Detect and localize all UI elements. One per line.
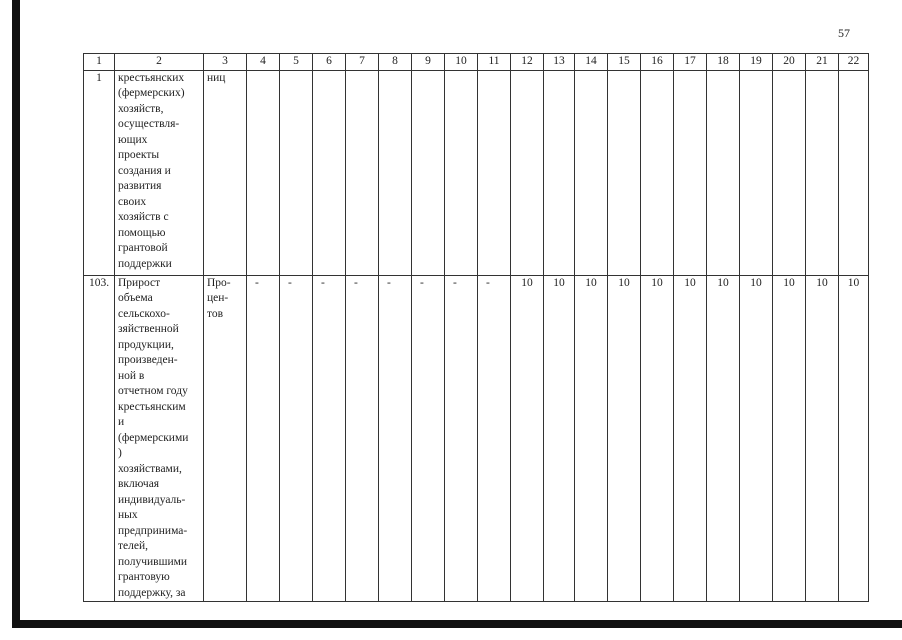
- unit-line: ниц: [207, 71, 226, 84]
- column-number-cell: 16: [641, 54, 674, 71]
- value-cell: [346, 70, 379, 275]
- value-cell: [806, 70, 839, 275]
- value-cell: [575, 70, 608, 275]
- column-number-cell: 7: [346, 54, 379, 71]
- value-cell: -: [247, 275, 280, 602]
- value-cell: [773, 70, 806, 275]
- value-cell: [478, 70, 511, 275]
- indicator-name-line: грантовую: [118, 571, 170, 583]
- indicator-name-line: ных: [118, 509, 138, 521]
- value-cell: -: [313, 275, 346, 602]
- value-cell: -: [478, 275, 511, 602]
- scan-edge-left: [12, 0, 20, 628]
- value-cell: 10: [740, 275, 773, 602]
- indicator-name-line: сельскохо-: [118, 307, 170, 320]
- indicator-name-line: поддержки: [118, 257, 172, 270]
- value-cell: [674, 70, 707, 275]
- value-cell: [740, 70, 773, 275]
- indicator-name-line: продукции,: [118, 338, 174, 351]
- indicator-name-line: (фермерскими: [118, 431, 189, 444]
- column-number-cell: 19: [740, 54, 773, 71]
- table-row: [84, 275, 869, 602]
- indicator-name-line: получившими: [118, 555, 188, 568]
- value-cell: -: [412, 275, 445, 602]
- indicator-name-line: грантовой: [118, 242, 168, 254]
- column-number-cell: 17: [674, 54, 707, 71]
- indicator-name-line: индивидуаль-: [118, 493, 186, 506]
- indicator-name-line: хозяйствами,: [118, 462, 182, 475]
- value-cell: 10: [806, 275, 839, 602]
- indicator-name-line: Прирост: [118, 276, 161, 289]
- value-cell: 10: [641, 275, 674, 602]
- value-cell: [544, 70, 575, 275]
- value-cell: [608, 70, 641, 275]
- value-cell: [641, 70, 674, 275]
- unit-cell: [204, 70, 247, 275]
- indicator-name-cell: [115, 275, 204, 602]
- indicator-name-line: ): [118, 447, 122, 459]
- value-cell: [511, 70, 544, 275]
- column-number-cell: 3: [204, 54, 247, 71]
- column-number-cell: 12: [511, 54, 544, 71]
- indicator-name-line: создания и: [118, 164, 171, 177]
- indicator-table: [83, 53, 869, 602]
- indicator-name-line: ющих: [118, 133, 148, 146]
- value-cell: 10: [575, 275, 608, 602]
- indicator-name-line: отчетном году: [118, 385, 188, 397]
- indicator-name-line: развития: [118, 180, 162, 192]
- column-number-cell: 8: [379, 54, 412, 71]
- page-number: 57: [838, 26, 850, 40]
- indicator-name-line: поддержку, за: [118, 586, 186, 599]
- indicator-name-line: помощью: [118, 226, 166, 239]
- column-number-cell: 5: [280, 54, 313, 71]
- value-cell: -: [346, 275, 379, 602]
- value-cell: 10: [707, 275, 740, 602]
- indicator-name-line: хозяйств,: [118, 102, 164, 115]
- indicator-name-line: объема: [118, 292, 153, 304]
- value-cell: -: [280, 275, 313, 602]
- column-number-cell: 15: [608, 54, 641, 71]
- indicator-name-line: крестьянским: [118, 400, 186, 413]
- column-number-cell: 20: [773, 54, 806, 71]
- value-cell: [313, 70, 346, 275]
- unit-line: тов: [207, 307, 224, 320]
- indicator-name-line: произведен-: [118, 354, 178, 366]
- value-cell: [247, 70, 280, 275]
- column-number-cell: 22: [839, 54, 869, 71]
- row-number-cell: 103.: [84, 275, 115, 602]
- column-number-cell: 10: [445, 54, 478, 71]
- indicator-name-line: предпринима-: [118, 524, 188, 537]
- value-cell: -: [379, 275, 412, 602]
- unit-line: цен-: [207, 292, 229, 304]
- column-number-cell: 21: [806, 54, 839, 71]
- value-cell: -: [445, 275, 478, 602]
- row-number-cell: 1: [84, 70, 115, 275]
- table-row: [84, 70, 869, 275]
- unit-cell: [204, 275, 247, 602]
- value-cell: 10: [511, 275, 544, 602]
- column-number-cell: 18: [707, 54, 740, 71]
- value-cell: [839, 70, 869, 275]
- value-cell: [707, 70, 740, 275]
- value-cell: 10: [773, 275, 806, 602]
- indicator-name-line: своих: [118, 195, 147, 208]
- value-cell: 10: [674, 275, 707, 602]
- indicator-name-cell: [115, 70, 204, 275]
- column-number-cell: 1: [84, 54, 115, 71]
- indicator-name-line: ной в: [118, 369, 145, 382]
- indicator-name-line: крестьянских: [118, 71, 185, 84]
- column-number-cell: 13: [544, 54, 575, 71]
- column-number-cell: 6: [313, 54, 346, 71]
- column-number-cell: 9: [412, 54, 445, 71]
- indicator-name-line: (фермерских): [118, 87, 185, 99]
- indicator-name-line: включая: [118, 478, 160, 490]
- column-number-cell: 2: [115, 54, 204, 71]
- indicator-name-line: зяйственной: [118, 323, 179, 335]
- column-number-cell: 11: [478, 54, 511, 71]
- indicator-name-line: хозяйств с: [118, 211, 169, 223]
- value-cell: [280, 70, 313, 275]
- indicator-name-line: проекты: [118, 149, 160, 161]
- indicator-name-line: телей,: [118, 540, 149, 552]
- column-number-cell: 4: [247, 54, 280, 71]
- value-cell: 10: [839, 275, 869, 602]
- column-number-cell: 14: [575, 54, 608, 71]
- scan-edge-bottom: [12, 620, 902, 628]
- indicator-name-line: осуществля-: [118, 118, 180, 130]
- unit-line: Про-: [207, 276, 231, 289]
- value-cell: [379, 70, 412, 275]
- column-number-row: [84, 54, 869, 71]
- value-cell: [412, 70, 445, 275]
- value-cell: [445, 70, 478, 275]
- indicator-name-line: и: [118, 416, 125, 428]
- value-cell: 10: [608, 275, 641, 602]
- value-cell: 10: [544, 275, 575, 602]
